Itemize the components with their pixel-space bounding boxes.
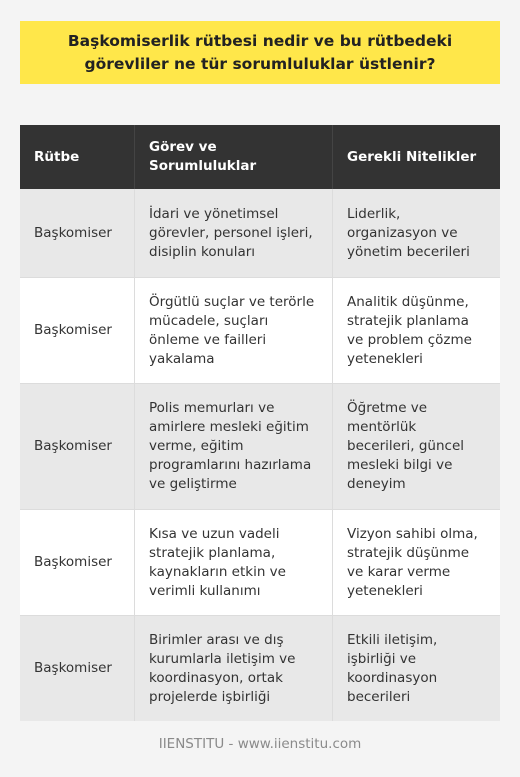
table-row — [20, 510, 500, 616]
table-row — [20, 278, 500, 384]
cell-qualifications: Etkili iletişim, işbirliği ve koordinasyon becerileri — [347, 631, 438, 705]
cell-duties: İdari ve yönetimsel görevler, personel işleri, disiplin konuları — [134, 189, 333, 277]
cell-rank: Başkomiser — [34, 554, 112, 570]
table-header-row — [20, 125, 500, 189]
cell-rank: Başkomiser — [34, 322, 112, 338]
footer-credit: IIENSTITU - www.iienstitu.com — [158, 736, 362, 752]
cell-duties: Birimler arası ve dış kurumlarla iletişim ve koordinasyon, ortak projelerde işbirliği — [134, 616, 333, 721]
cell-rank: Başkomiser — [34, 224, 112, 241]
cell-rank: Başkomiser — [34, 438, 112, 454]
header-rank: Rütbe — [34, 148, 80, 165]
cell-duties: Polis memurları ve amirlere mesleki eğitim verme, eğitim programlarını hazırlama ve geliştirme — [134, 384, 333, 509]
cell-qualifications: Vizyon sahibi olma, stratejik düşünme ve karar verme yetenekleri — [347, 525, 478, 599]
cell-duties: Örgütlü suçlar ve terörle mücadele, suçları önleme ve failleri yakalama — [134, 278, 333, 383]
cell-qualifications: Liderlik, organizasyon ve yönetim becerileri — [347, 205, 470, 260]
ranks-table — [20, 125, 500, 721]
table-row — [20, 384, 500, 510]
header-qualifications: Gerekli Nitelikler — [347, 148, 477, 165]
table-row — [20, 616, 500, 721]
page-title: Başkomiserlik rütbesi nedir ve bu rütbedeki görevliler ne tür sorumluluklar üstlenir? — [20, 21, 500, 84]
cell-duties: Kısa ve uzun vadeli stratejik planlama, kaynakların etkin ve verimli kullanımı — [134, 510, 333, 615]
table-row — [20, 189, 500, 278]
header-duties: Görev ve Sorumluluklar — [134, 125, 333, 189]
cell-qualifications: Öğretme ve mentörlük becerileri, güncel mesleki bilgi ve deneyim — [347, 400, 465, 492]
cell-qualifications: Analitik düşünme, stratejik planlama ve problem çözme yetenekleri — [347, 293, 472, 367]
cell-rank: Başkomiser — [34, 660, 112, 676]
